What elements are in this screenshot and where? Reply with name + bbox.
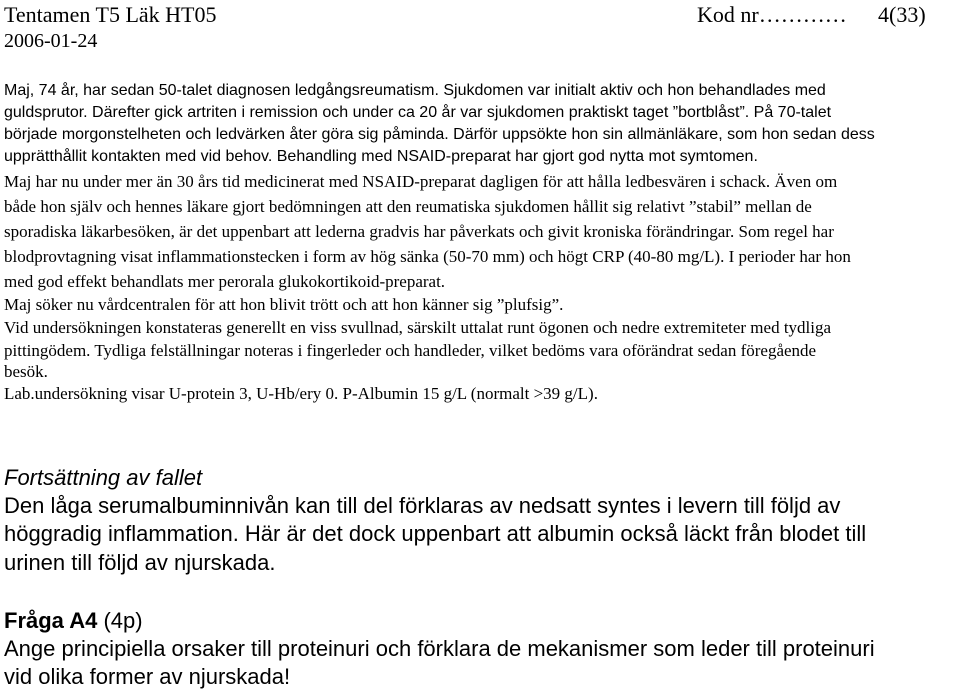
- case-line: blodprovtagning visat inflammationstecken i form av hög sänka (50-70 mm) och högt CRP (40-80 mg/L). I perioder har hon: [4, 247, 851, 266]
- case-line: besök.: [4, 362, 48, 381]
- question-label: Fråga A4: [4, 608, 98, 633]
- case-line: guldsprutor. Därefter gick artriten i remission och under ca 20 år var sjukdomen praktiskt taget ”bortblåst”. På 70-talet: [4, 104, 832, 121]
- continuation-heading: Fortsättning av fallet: [4, 465, 203, 490]
- case-line: sporadiska läkarbesöken, är det uppenbart att lederna gradvis har påverkats och givit kroniska förändringar. Som regel har: [4, 222, 834, 241]
- case-line: började morgonstelheten och ledvärken åter göra sig påminda. Därför uppsökte hon sin allmänläkare, som hon sedan dess: [4, 126, 875, 143]
- exam-title: Tentamen T5 Läk HT05: [4, 2, 217, 27]
- case-line: upprätthållit kontakten med vid behov. Behandling med NSAID-preparat har gjort god nytta mot symtomen.: [4, 148, 758, 165]
- page-number: 4(33): [878, 2, 926, 27]
- case-line: Lab.undersökning visar U-protein 3, U-Hb/ery 0. P-Albumin 15 g/L (normalt >39 g/L).: [4, 384, 598, 403]
- header-left: [4, 2, 217, 54]
- continuation-line: urinen till följd av njurskada.: [4, 550, 276, 575]
- case-line: med god effekt behandlats mer perorala glukokortikoid-preparat.: [4, 272, 446, 291]
- continuation-line: Den låga serumalbuminnivån kan till del förklaras av nedsatt syntes i levern till följd av: [4, 493, 841, 518]
- case-line: Maj, 74 år, har sedan 50-talet diagnosen ledgångsreumatism. Sjukdomen var initialt aktiv och hon behandlades med: [4, 82, 826, 99]
- question-line: Ange principiella orsaker till proteinuri och förklara de mekanismer som leder till proteinuri: [4, 636, 875, 661]
- question-line: vid olika former av njurskada!: [4, 664, 291, 689]
- case-line: pittingödem. Tydliga felställningar noteras i fingerleder och handleder, vilket bedöms vara oförändrat sedan föregående: [4, 341, 817, 360]
- continuation-line: höggradig inflammation. Här är det dock uppenbart att albumin också läckt från blodet till: [4, 521, 867, 546]
- exam-date: 2006-01-24: [4, 30, 98, 52]
- code-number-field: Kod nr…………: [697, 2, 847, 27]
- case-line: Maj söker nu vårdcentralen för att hon blivit trött och att hon känner sig ”plufsig”.: [4, 295, 564, 314]
- question-heading: [4, 609, 143, 633]
- case-line: Vid undersökningen konstateras generellt en viss svullnad, särskilt uttalat runt ögonen och nedre extremiteter med tydliga: [4, 318, 832, 337]
- case-line: Maj har nu under mer än 30 års tid medicinerat med NSAID-preparat dagligen för att hålla ledbesvären i schack. Även om: [4, 172, 838, 191]
- case-line: både hon själv och hennes läkare gjort bedömningen att den reumatiska sjukdomen hållit sig relativt ”stabil” mellan de: [4, 197, 812, 216]
- question-points: (4p): [97, 608, 143, 633]
